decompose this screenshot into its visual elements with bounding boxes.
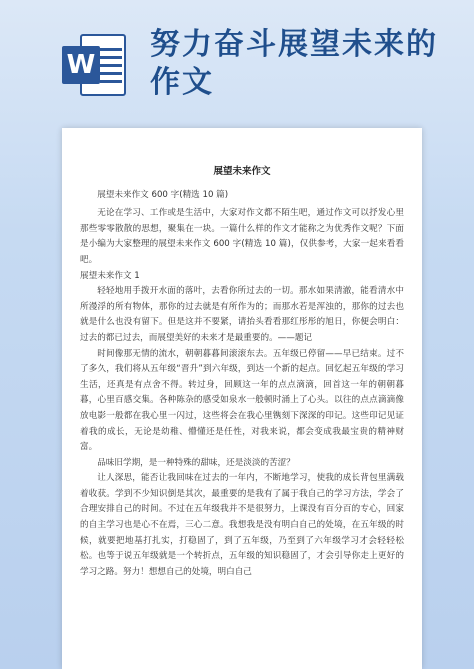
doc-line (100, 72, 122, 75)
document-subtitle: 展望未来作文 600 字(精选 10 篇) (97, 189, 229, 200)
document-title: 展望未来作文 (213, 166, 271, 177)
doc-line (100, 48, 122, 51)
document-body (80, 164, 404, 580)
word-icon (58, 30, 128, 100)
paragraph: 让人深思，能否让我回味在过去的一年内，不断地学习，使我的成长背包里满载着收获。学到不少知识倒是其次，最重要的是我有了属于我自己的学习方法，学会了合理安排自己的时间。不过在五年级我并不是很努力，上课没有百分百的专心，回家的自主学习也是心不在焉，三心二意。我想我是没有明白自己的处境，在五年级的时候，就要把地基打扎实，打稳固了，到了五年级，乃至到了六年级学习才会轻轻松松。也等于说五年级就是一个转折点，五年级的知识稳固了，才会引导你走上更好的学习之路。努力！想想自己的处境，明白自己 (80, 473, 404, 577)
paragraph: 无论在学习、工作或是生活中，大家对作文都不陌生吧，通过作文可以抒发心里那些零零散散的思想，聚集在一块。一篇什么样的作文才能称之为优秀作文呢？下面是小编为大家整理的展望未来作文 600 字(精选 10 篇)，仅供参考，大家一起来看看吧。 (80, 208, 404, 265)
doc-line (100, 56, 122, 59)
paragraph: 轻轻地用手拨开水面的落叶，去看你所过去的一切。那水如果清澈，能看清水中所漫浮的所有物体，那你的过去就是有所作为的；而那水若是浑浊的，那你的过去也就是什么也没有留下。但是这并不要紧，请抬头看看那红彤彤的旭日，你便会明白：过去的都已过去，而展望美好的未来才是最重要的。——题记 (80, 286, 404, 343)
page-title: 努力奋斗展望未来的作文 (150, 27, 438, 100)
section-heading: 展望未来作文 1 (80, 270, 140, 281)
document-page (62, 128, 422, 669)
doc-line (100, 80, 122, 83)
header (0, 0, 474, 120)
paragraph: 品味旧学期，是一种特殊的甜味，还是淡淡的苦涩？ (97, 457, 295, 468)
doc-line (100, 64, 122, 67)
paragraph: 时间像那无情的流水，朝朝暮暮间滚滚东去。五年级已停留——早已结束。过不了多久，我们将从五年级“晋升”到六年级，到达一个新的起点。回忆起五年级的学习生活，还真是有点舍不得。转过身，回顾这一年的点点滴滴，回首这一年的朝朝暮暮，心里百感交集。各种陈杂的感受如泉水一般顿时涌上了心头。以往的点点滴滴像放电影一般都在我心里一闪过，这些将会在我心里镌刻下深深的印记。这些印记见证着我的成长，无论是幼稚、懵懂还是任性，对我来说，都会变成我最宝贵的精神财富。 (80, 348, 404, 453)
word-badge: W (62, 46, 100, 84)
